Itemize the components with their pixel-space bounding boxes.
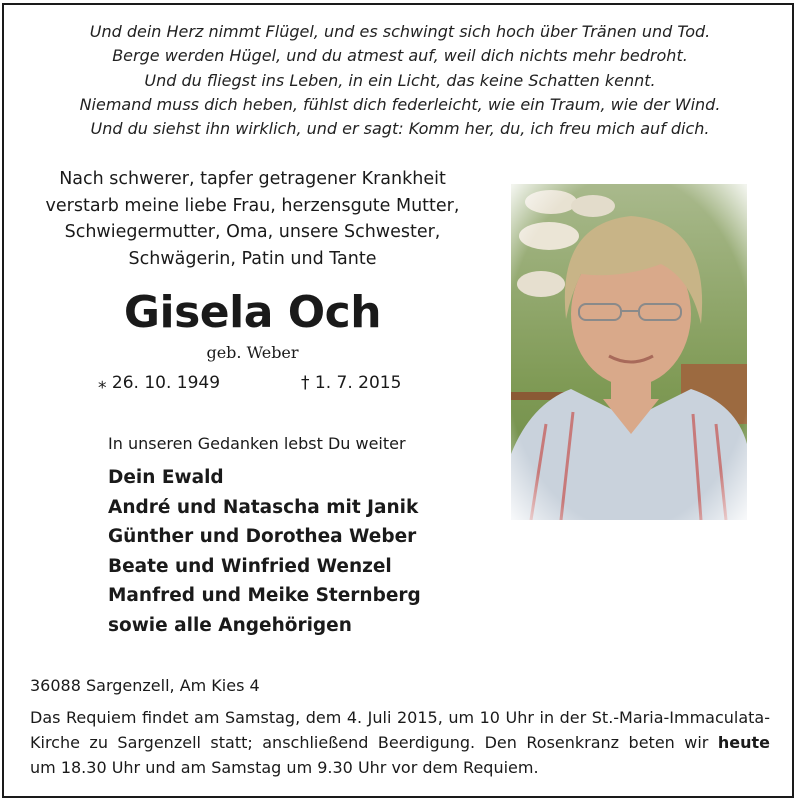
mourner: André und Natascha mit Janik bbox=[108, 496, 419, 518]
poem-line: Berge werden Hügel, und du atmest auf, weil dich nichts mehr bedroht. bbox=[112, 46, 688, 66]
mourner: sowie alle Angehörigen bbox=[108, 614, 352, 636]
notice-emphasis: heute bbox=[717, 733, 771, 752]
death-date: † 1. 7. 2015 bbox=[301, 373, 402, 393]
poem-line: Und dein Herz nimmt Flügel, und es schwingt sich hoch über Tränen und Tod. bbox=[89, 22, 711, 41]
mourner: Dein Ewald bbox=[108, 467, 224, 488]
poem bbox=[0, 20, 800, 141]
intro-line: verstarb meine liebe Frau, herzensgute Mutter, bbox=[45, 195, 460, 216]
mourner: Beate und Winfried Wenzel bbox=[108, 555, 392, 577]
intro-line: Schwiegermutter, Oma, unsere Schwester, bbox=[64, 222, 441, 242]
service-notice bbox=[30, 705, 770, 780]
notice-line: Das Requiem findet am Samstag, dem 4. Juli 2015, um 10 Uhr in der St.-Maria-Immaculata- bbox=[30, 708, 770, 727]
remembrance-line: In unseren Gedanken lebst Du weiter bbox=[108, 434, 406, 453]
family-address: 36088 Sargenzell, Am Kies 4 bbox=[30, 676, 260, 695]
poem-line: Und du siehst ihn wirklich, und er sagt: Komm her, du, ich freu mich auf dich. bbox=[90, 119, 710, 139]
deceased-name: Gisela Och bbox=[123, 287, 382, 338]
mourner: Günther und Dorothea Weber bbox=[108, 526, 417, 547]
intro-line: Nach schwerer, tapfer getragener Krankheit bbox=[59, 169, 446, 189]
portrait-photo bbox=[511, 184, 747, 520]
notice-line bbox=[30, 730, 770, 755]
death-announcement-intro bbox=[40, 166, 465, 272]
intro-line: Schwägerin, Patin und Tante bbox=[128, 248, 377, 269]
mourner: Manfred und Meike Sternberg bbox=[108, 585, 421, 606]
poem-line: Und du fliegst ins Leben, in ein Licht, das keine Schatten kennt. bbox=[144, 70, 656, 90]
mourners-list bbox=[108, 463, 421, 640]
poem-line: Niemand muss dich heben, fühlst dich federleicht, wie ein Traum, wie der Wind. bbox=[79, 94, 721, 114]
birth-date: ⁎ 26. 10. 1949 bbox=[98, 373, 221, 393]
notice-text: Kirche zu Sargenzell statt; anschließend Beerdigung. Den Rosenkranz beten wir bbox=[30, 733, 709, 752]
notice-line: um 18.30 Uhr und am Samstag um 9.30 Uhr vor dem Requiem. bbox=[30, 758, 539, 777]
portrait-image bbox=[511, 184, 747, 520]
maiden-name: geb. Weber bbox=[206, 343, 299, 362]
